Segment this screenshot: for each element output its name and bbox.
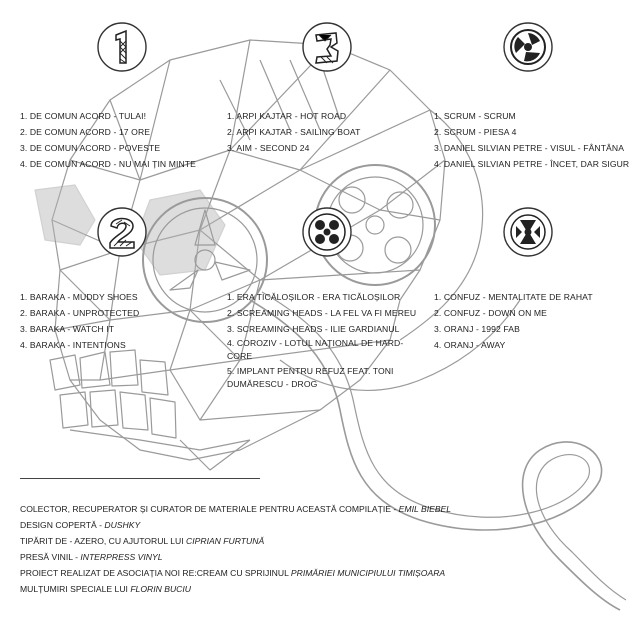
tracklist-side-6 xyxy=(434,289,593,353)
credit-line: DESIGN COPERTĂ - DUSHKY xyxy=(20,520,141,530)
list-item: 1. ERA TICĂLOȘILOR - ERA TICĂLOȘILOR xyxy=(227,292,401,302)
list-item: 1. DE COMUN ACORD - TULAI! xyxy=(20,111,147,121)
tracklist-side-4 xyxy=(227,289,423,393)
credit-line: TIPĂRIT DE - AZERO, CU AJUTORUL LUI CIPRIAN FURTUNĂ xyxy=(20,536,265,546)
reel-icon xyxy=(502,206,554,258)
list-item: 3. AIM - SECOND 24 xyxy=(227,143,310,153)
credit-line: MULȚUMIRI SPECIALE LUI FLORIN BUCIU xyxy=(20,584,191,594)
credit-line: PRESĂ VINIL - INTERPRESS VINYL xyxy=(20,552,163,562)
tracklist-side-3 xyxy=(227,108,360,156)
list-item: 3. ORANJ - 1992 FAB xyxy=(434,324,520,334)
tracklist-side-5 xyxy=(434,108,629,172)
list-item: 4. ORANJ - AWAY xyxy=(434,340,506,350)
list-item: 1. ARPI KAJTAR - HOT ROAD xyxy=(227,111,347,121)
list-item: 3. DE COMUN ACORD - POVESTE xyxy=(20,143,161,153)
list-item: 2. SCREAMING HEADS - LA FEL VA FI MEREU xyxy=(227,308,417,318)
tracklist-side-2 xyxy=(20,289,139,353)
list-item: 1. CONFUZ - MENTALITATE DE RAHAT xyxy=(434,292,593,302)
list-item: 4. DE COMUN ACORD - NU MAI ȚIN MINTE xyxy=(20,159,196,169)
list-item: 2. ARPI KAJTAR - SAILING BOAT xyxy=(227,127,361,137)
tracklist-side-1 xyxy=(20,108,196,172)
list-item: 3. DANIEL SILVIAN PETRE - VISUL - FÂNTÂNA xyxy=(434,143,625,153)
list-item: 1. SCRUM - SCRUM xyxy=(434,111,516,121)
credits xyxy=(20,501,630,597)
reel-icon xyxy=(301,206,353,258)
credit-line: PROIECT REALIZAT DE ASOCIAȚIA NOI RE:CREAM CU SPRIJINUL PRIMĂRIEI MUNICIPIULUI TIMIȘOARA xyxy=(20,568,446,578)
list-item: 4. BARAKA - INTENTIONS xyxy=(20,340,126,350)
list-item: 2. DE COMUN ACORD - 17 ORE xyxy=(20,127,151,137)
list-item: 2. BARAKA - UNPROTECTED xyxy=(20,308,140,318)
credit-line: COLECTOR, RECUPERATOR ȘI CURATOR DE MATERIALE PENTRU ACEASTĂ COMPILAȚIE - EMIL BIEBEL xyxy=(20,504,452,514)
list-item: 2. SCRUM - PIESA 4 xyxy=(434,127,517,137)
number-1-icon xyxy=(96,21,148,73)
reel-icon xyxy=(502,21,554,73)
list-item: 1. BARAKA - MUDDY SHOES xyxy=(20,292,138,302)
list-item: 4. COROZIV - LOTUL NAȚIONAL DE HARD-CORE xyxy=(227,338,404,361)
list-item: 3. BARAKA - WATCH IT xyxy=(20,324,115,334)
list-item: 2. CONFUZ - DOWN ON ME xyxy=(434,308,547,318)
divider xyxy=(20,478,260,479)
list-item: 3. SCREAMING HEADS - ILIE GARDIANUL xyxy=(227,324,400,334)
list-item: 5. IMPLANT PENTRU REFUZ FEAT. TONI DUMĂRESCU - DROG xyxy=(227,366,394,389)
number-3-icon xyxy=(301,21,353,73)
number-2-icon xyxy=(96,206,148,258)
list-item: 4. DANIEL SILVIAN PETRE - ÎNCET, DAR SIGUR xyxy=(434,159,630,169)
